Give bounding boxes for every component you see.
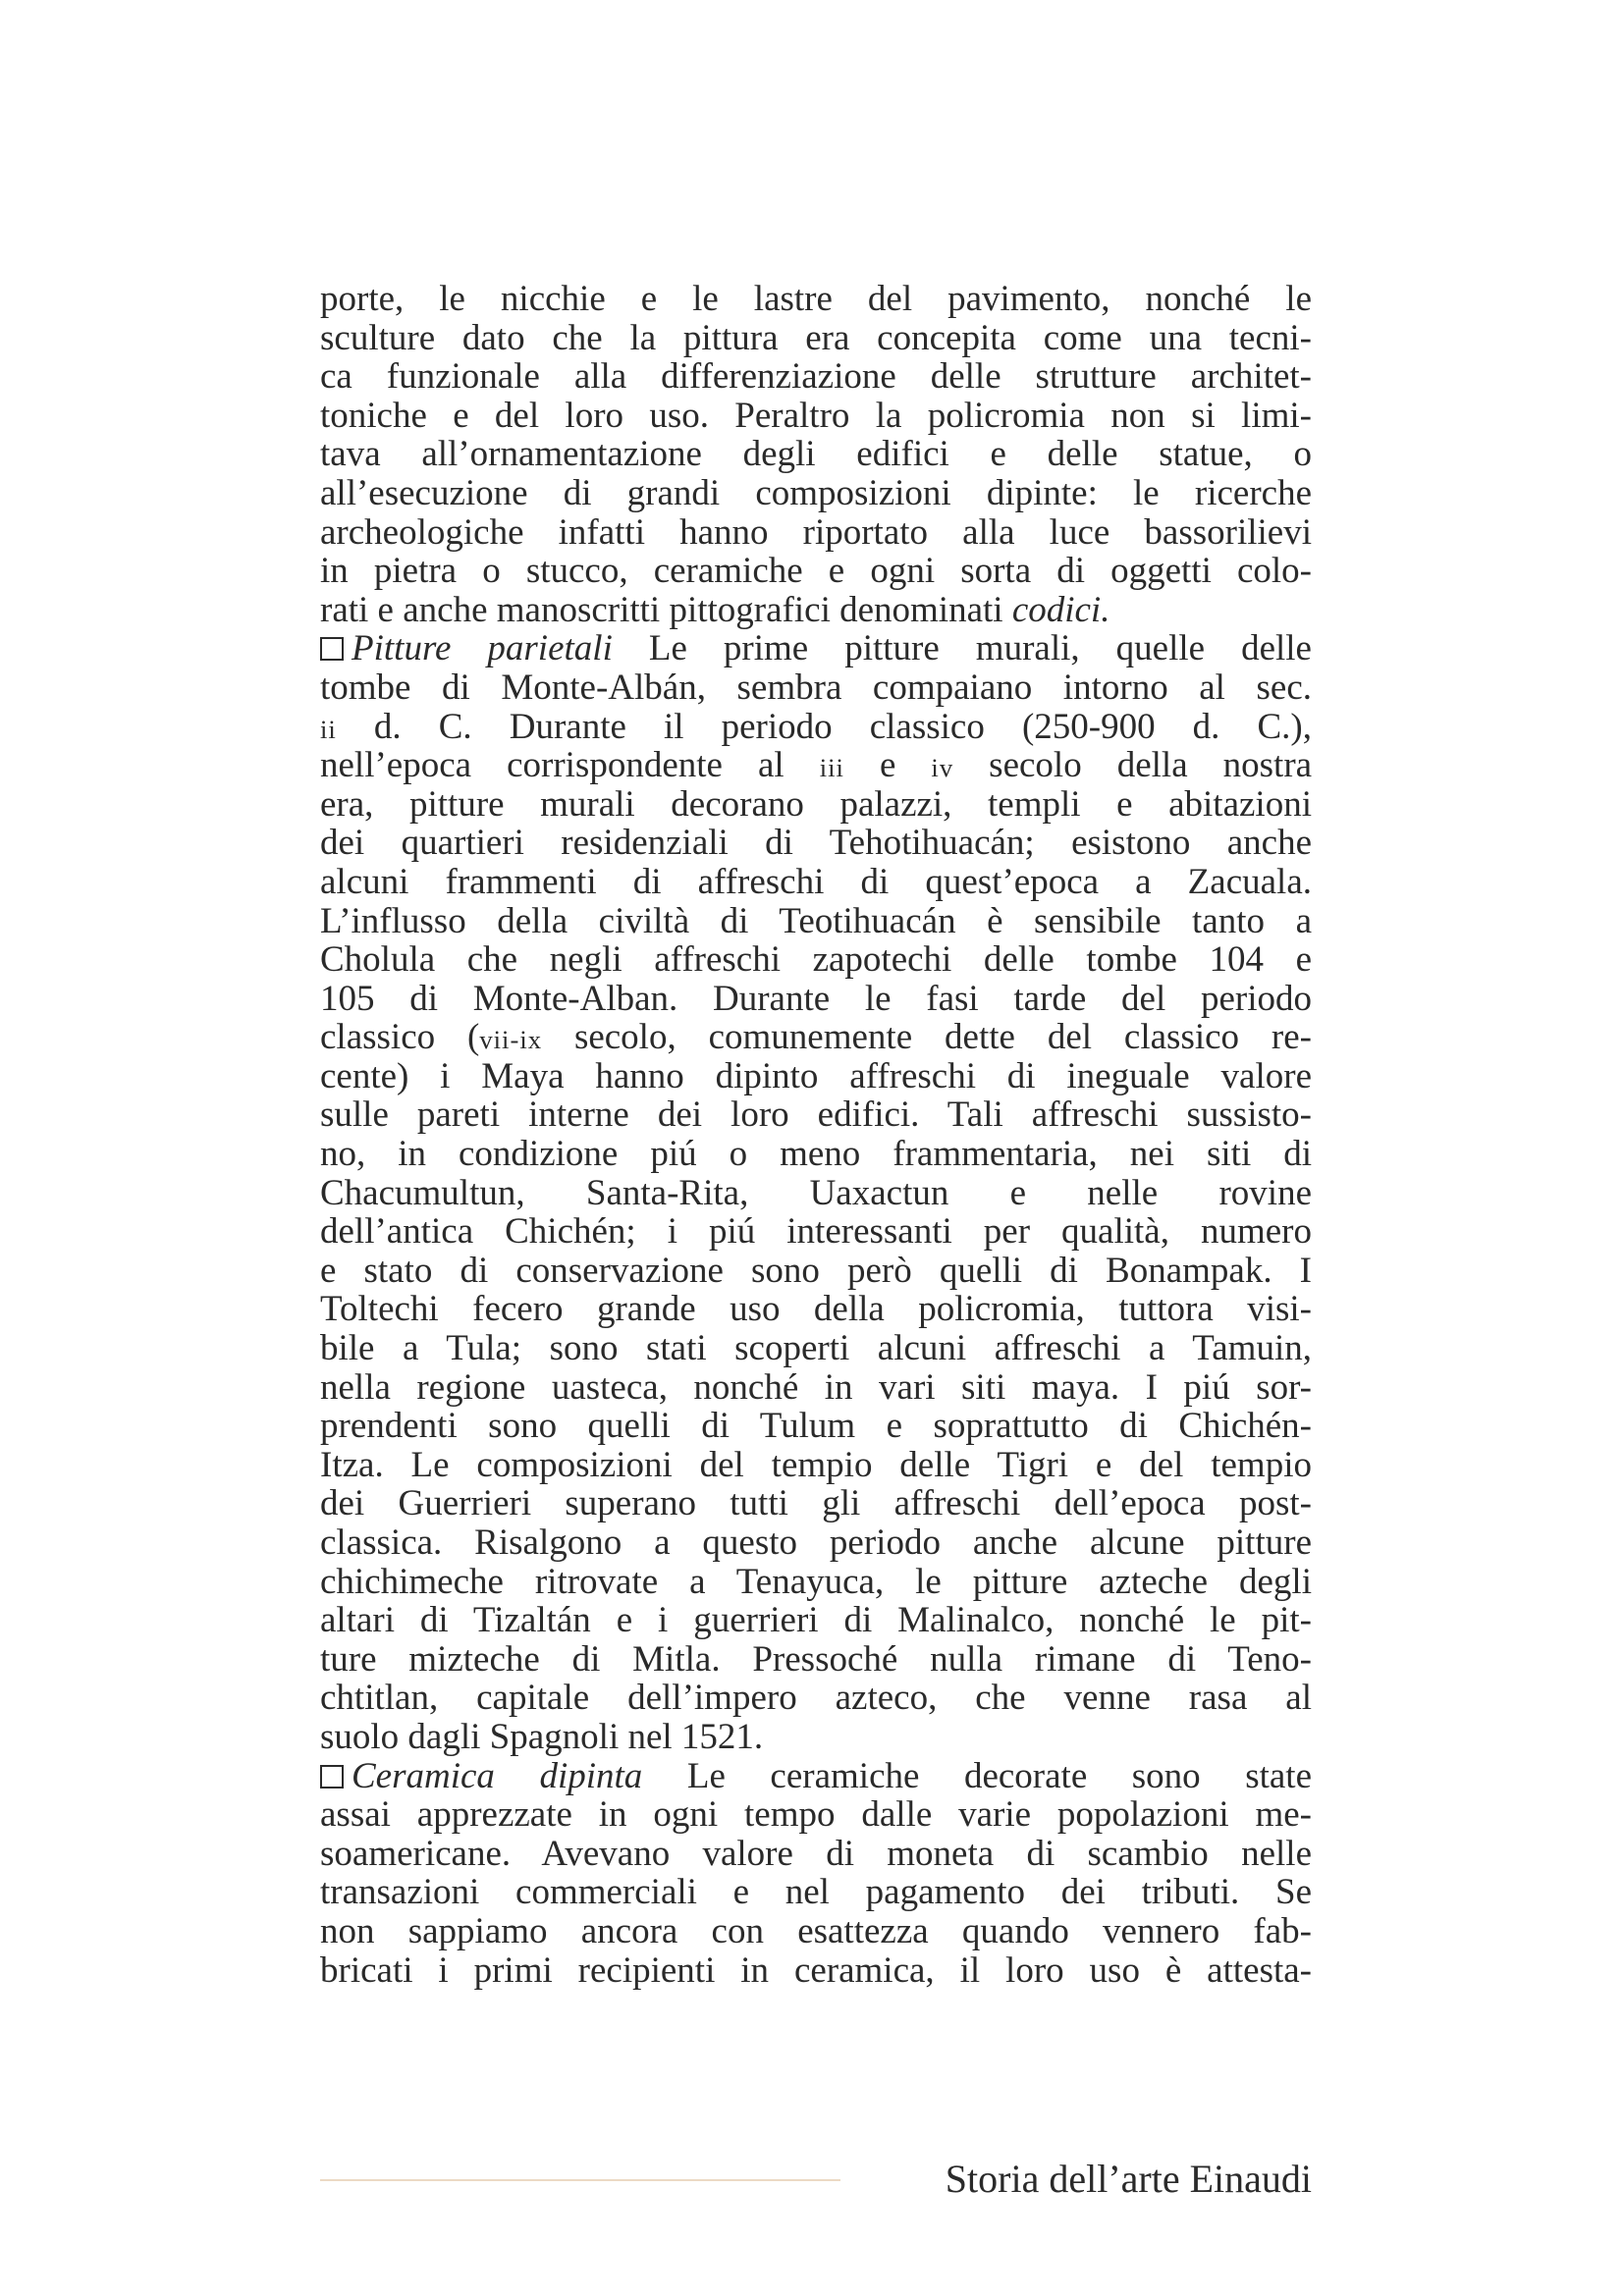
text-line: cente) i Maya hanno dipinto affreschi di ineguale valore	[320, 1055, 1312, 1096]
text-line: bricati i primi recipienti in ceramica, il loro uso è attesta-	[320, 1949, 1312, 1991]
text-line: transazioni commerciali e nel pagamento dei tributi. Se	[320, 1872, 1312, 1913]
text-line: ture mizteche di Mitla. Pressoché nulla rimane di Teno-	[320, 1638, 1312, 1680]
footer-divider	[320, 2179, 840, 2181]
text-line	[320, 1757, 1312, 1796]
text-line: Itza. Le composizioni del tempio delle Tigri e del tempio	[320, 1444, 1312, 1485]
text-line: 105 di Monte-Alban. Durante le fasi tarde del periodo	[320, 978, 1312, 1019]
text-run: rati e anche manoscritti pittografici denominati	[320, 589, 1003, 630]
square-bullet-icon	[320, 1765, 344, 1789]
text-line: Cholula che negli affreschi zapotechi delle tombe 104 e	[320, 939, 1312, 981]
text-line: tombe di Monte-Albán, sembra compaiano intorno al sec.	[320, 667, 1312, 708]
text-line: sulle pareti interne dei loro edifici. Tali affreschi sussisto-	[320, 1095, 1312, 1136]
text-run: secolo della nostra	[989, 745, 1313, 786]
text-line: archeologiche infatti hanno riportato alla luce bassorilievi	[320, 511, 1312, 553]
text-run: Le ceramiche decorate sono state	[686, 1755, 1313, 1796]
text-run: classico (	[320, 1017, 480, 1058]
text-line: tava all’ornamentazione degli edifici e delle statue, o	[320, 434, 1312, 475]
text-line: chichimeche ritrovate a Tenayuca, le pitture azteche degli	[320, 1561, 1312, 1602]
page-footer	[320, 2156, 1312, 2205]
text-line: dei Guerrieri superano tutti gli affreschi dell’epoca post-	[320, 1483, 1312, 1524]
text-line: porte, le nicchie e le lastre del pavimento, nonché le	[320, 279, 1312, 319]
text-run: nell’epoca corrispondente al	[320, 745, 784, 786]
text-line: era, pitture murali decorano palazzi, templi e abitazioni	[320, 783, 1312, 825]
text-line: sculture dato che la pittura era concepita come una tecni-	[320, 317, 1312, 358]
text-line: classica. Risalgono a questo periodo anche alcune pitture	[320, 1522, 1312, 1563]
text-line	[320, 629, 1312, 668]
text-line: ca funzionale alla differenziazione delle strutture architet-	[320, 356, 1312, 398]
text-run: secolo, comunemente dette del classico re-	[573, 1017, 1312, 1058]
section-heading-ceramica-dipinta: Ceramica dipinta	[352, 1755, 643, 1796]
text-line: altari di Tizaltán e i guerrieri di Malinalco, nonché le pit-	[320, 1600, 1312, 1641]
footer-publication-title: Storia dell’arte Einaudi	[945, 2157, 1312, 2201]
body-text	[320, 280, 1312, 1990]
text-line: non sappiamo ancora con esattezza quando vennero fab-	[320, 1910, 1312, 1951]
text-line: assai apprezzate in ogni tempo dalle varie popolazioni me-	[320, 1794, 1312, 1836]
text-line	[320, 591, 1312, 630]
text-line: e stato di conservazione sono però quelli di Bonampak. I	[320, 1250, 1312, 1291]
text-line: no, in condizione piú o meno frammentaria, nei siti di	[320, 1134, 1312, 1175]
square-bullet-icon	[320, 637, 344, 661]
text-line: all’esecuzione di grandi composizioni dipinte: le ricerche	[320, 472, 1312, 513]
text-line: soamericane. Avevano valore di moneta di scambio nelle	[320, 1833, 1312, 1874]
text-line	[320, 1018, 1312, 1057]
text-line: in pietra o stucco, ceramiche e ogni sorta di oggetti colo-	[320, 551, 1312, 592]
text-line: chtitlan, capitale dell’impero azteco, che venne rasa al	[320, 1678, 1312, 1719]
text-line: bile a Tula; sono stati scoperti alcuni affreschi a Tamuin,	[320, 1328, 1312, 1369]
section-heading-pitture-parietali: Pitture parietali	[352, 628, 613, 669]
text-line: prendenti sono quelli di Tulum e soprattutto di Chichén-	[320, 1406, 1312, 1447]
text-run: e	[879, 745, 896, 786]
text-line: dell’antica Chichén; i piú interessanti per qualità, numero	[320, 1211, 1312, 1253]
text-line: suolo dagli Spagnoli nel 1521.	[320, 1716, 764, 1757]
roman-numeral: vii-ix	[479, 1025, 543, 1055]
text-line: nella regione uasteca, nonché in vari siti maya. I piú sor-	[320, 1366, 1312, 1408]
text-run: Le prime pitture murali, quelle delle	[648, 628, 1312, 669]
text-line: Chacumultun, Santa-Rita, Uaxactun e nelle rovine	[320, 1172, 1312, 1213]
roman-numeral: iv	[931, 753, 954, 783]
text-line	[320, 708, 1312, 747]
text-line: dei quartieri residenziali di Tehotihuacán; esistono anche	[320, 823, 1312, 864]
text-run: d. C. Durante il periodo classico (250-900 d. C.),	[373, 706, 1313, 747]
text-line: toniche e del loro uso. Peraltro la policromia non si limi-	[320, 395, 1312, 436]
roman-numeral: ii	[320, 714, 337, 744]
text-line: Toltechi fecero grande uso della policromia, tuttora visi-	[320, 1289, 1312, 1330]
text-line: alcuni frammenti di affreschi di quest’epoca a Zacuala.	[320, 861, 1312, 902]
text-line: L’influsso della civiltà di Teotihuacán è sensibile tanto a	[320, 900, 1312, 941]
roman-numeral: iii	[819, 753, 844, 783]
text-line	[320, 746, 1312, 785]
italic-term-codici: codici.	[1011, 589, 1110, 630]
